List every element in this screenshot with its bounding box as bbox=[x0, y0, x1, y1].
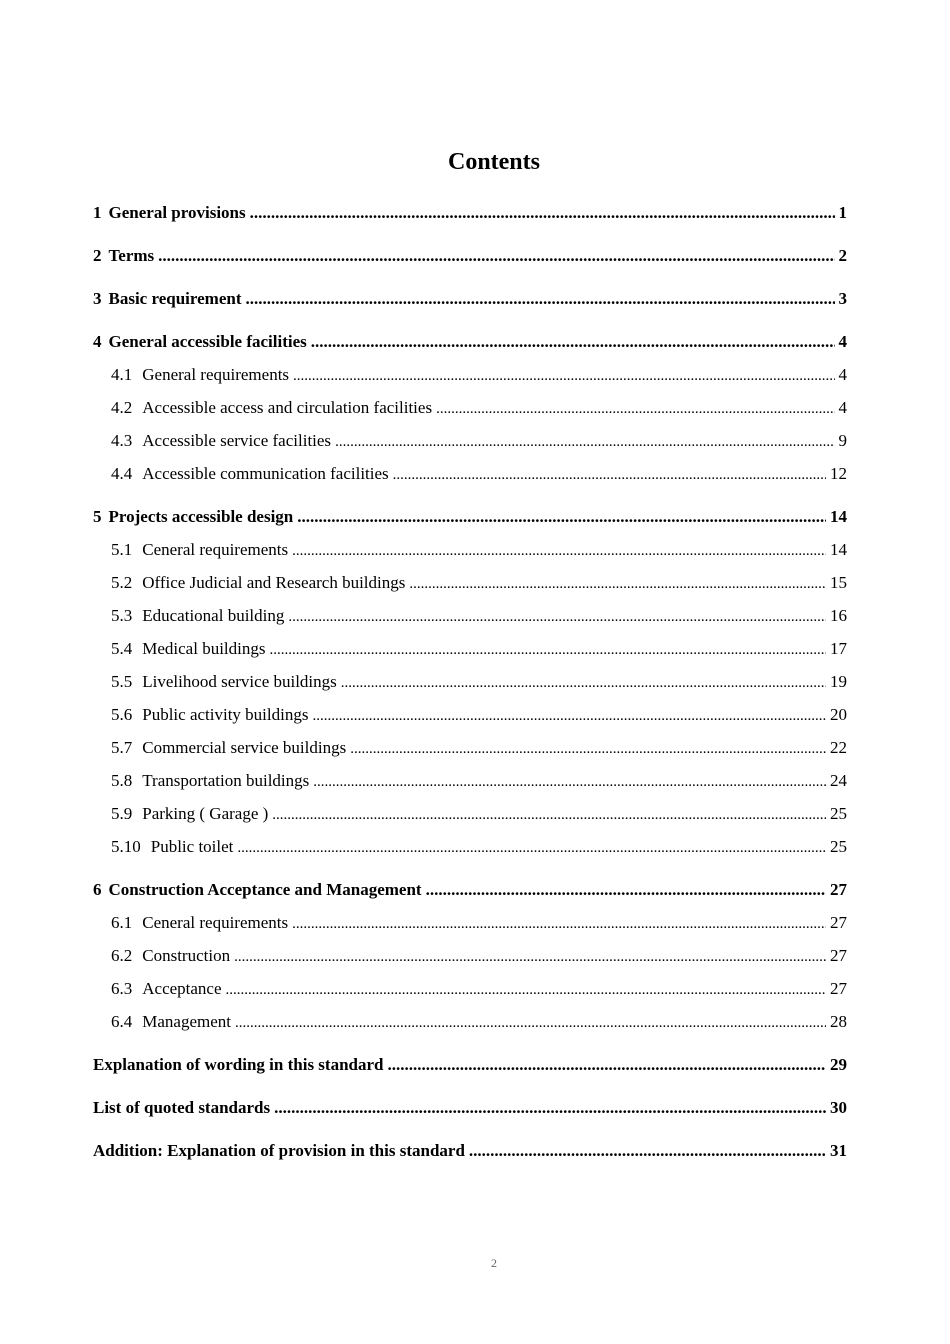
entry-page: 30 bbox=[830, 1098, 847, 1117]
entry-number: 5.5 bbox=[111, 672, 133, 691]
dot-leader bbox=[250, 196, 835, 229]
entry-number: 1 bbox=[93, 203, 102, 222]
dot-leader bbox=[313, 764, 826, 799]
entry-number: 5.8 bbox=[111, 771, 133, 790]
dot-leader bbox=[436, 391, 834, 426]
entry-label: General accessible facilities bbox=[108, 332, 307, 351]
entry-number: 5.2 bbox=[111, 573, 133, 592]
entry-page: 3 bbox=[838, 289, 847, 308]
entry-number: 3 bbox=[93, 289, 102, 308]
entry-page: 17 bbox=[830, 639, 847, 658]
dot-leader bbox=[274, 1091, 826, 1124]
entry-label: Ceneral requirements bbox=[142, 540, 289, 559]
entry-page: 27 bbox=[830, 979, 847, 998]
toc-subentry[interactable] bbox=[93, 391, 847, 424]
entry-number: 5.6 bbox=[111, 705, 133, 724]
entry-page: 4 bbox=[838, 365, 847, 384]
toc-entry[interactable] bbox=[93, 239, 847, 272]
entry-page: 19 bbox=[830, 672, 847, 691]
entry-page: 20 bbox=[830, 705, 847, 724]
toc-subentry[interactable] bbox=[93, 632, 847, 665]
entry-page: 2 bbox=[838, 246, 847, 265]
toc-entry[interactable] bbox=[93, 282, 847, 315]
dot-leader bbox=[311, 325, 835, 358]
page-number: 2 bbox=[491, 1256, 497, 1270]
entry-number: 5.9 bbox=[111, 804, 133, 823]
entry-label: Office Judicial and Research buildings bbox=[142, 573, 406, 592]
entry-number: 5.7 bbox=[111, 738, 133, 757]
entry-label: Explanation of wording in this standard bbox=[93, 1055, 384, 1074]
entry-label: General requirements bbox=[142, 365, 290, 384]
entry-label: Public activity buildings bbox=[142, 705, 309, 724]
entry-number: 6 bbox=[93, 880, 102, 899]
entry-label: Accessible communication facilities bbox=[142, 464, 389, 483]
toc-subentry[interactable] bbox=[93, 566, 847, 599]
entry-page: 1 bbox=[838, 203, 847, 222]
entry-number: 5 bbox=[93, 507, 102, 526]
entry-page: 28 bbox=[830, 1012, 847, 1031]
entry-label: Terms bbox=[108, 246, 155, 265]
entry-number: 4.2 bbox=[111, 398, 133, 417]
entry-label: Construction bbox=[142, 946, 231, 965]
entry-page: 27 bbox=[830, 913, 847, 932]
entry-page: 4 bbox=[838, 332, 847, 351]
entry-label: Parking ( Garage ) bbox=[142, 804, 269, 823]
dot-leader bbox=[269, 632, 826, 667]
dot-leader bbox=[341, 665, 826, 700]
entry-label: Livelihood service buildings bbox=[142, 672, 337, 691]
toc-subentry[interactable] bbox=[93, 731, 847, 764]
entry-label: Ceneral requirements bbox=[142, 913, 289, 932]
entry-label: List of quoted standards bbox=[93, 1098, 271, 1117]
toc-entry[interactable] bbox=[93, 1048, 847, 1081]
dot-leader bbox=[350, 731, 826, 766]
toc-subentry[interactable] bbox=[93, 906, 847, 939]
entry-label: Accessible service facilities bbox=[142, 431, 332, 450]
entry-number: 4.4 bbox=[111, 464, 133, 483]
dot-leader bbox=[234, 939, 826, 974]
dot-leader bbox=[226, 972, 826, 1007]
entry-number: 6.4 bbox=[111, 1012, 133, 1031]
entry-page: 25 bbox=[830, 804, 847, 823]
entry-label: Commercial service buildings bbox=[142, 738, 347, 757]
entry-page: 31 bbox=[830, 1141, 847, 1160]
toc-subentry[interactable] bbox=[93, 1005, 847, 1038]
entry-page: 25 bbox=[830, 837, 847, 856]
dot-leader bbox=[335, 424, 834, 459]
dot-leader bbox=[297, 500, 826, 533]
dot-leader bbox=[469, 1134, 826, 1167]
entry-label: Medical buildings bbox=[142, 639, 266, 658]
toc-entry[interactable] bbox=[93, 325, 847, 358]
entry-label: Basic requirement bbox=[108, 289, 242, 308]
dot-leader bbox=[292, 906, 826, 941]
toc-entry[interactable] bbox=[93, 873, 847, 906]
entry-label: Accessible access and circulation facilities bbox=[142, 398, 433, 417]
toc-subentry[interactable] bbox=[93, 457, 847, 490]
entry-number: 6.3 bbox=[111, 979, 133, 998]
dot-leader bbox=[293, 358, 834, 393]
entry-page: 29 bbox=[830, 1055, 847, 1074]
entry-page: 16 bbox=[830, 606, 847, 625]
entry-page: 27 bbox=[830, 880, 847, 899]
toc-subentry[interactable] bbox=[93, 533, 847, 566]
entry-page: 14 bbox=[830, 540, 847, 559]
entry-label: Construction Acceptance and Management bbox=[108, 880, 422, 899]
entry-label: Acceptance bbox=[142, 979, 222, 998]
entry-page: 27 bbox=[830, 946, 847, 965]
entry-page: 4 bbox=[838, 398, 847, 417]
dot-leader bbox=[388, 1048, 827, 1081]
dot-leader bbox=[312, 698, 826, 733]
toc-subentry[interactable] bbox=[93, 764, 847, 797]
page-title: Contents bbox=[447, 149, 540, 175]
dot-leader bbox=[246, 282, 835, 315]
entry-number: 4 bbox=[93, 332, 102, 351]
table-of-contents bbox=[93, 196, 847, 1167]
toc-entry[interactable] bbox=[93, 500, 847, 533]
entry-number: 6.2 bbox=[111, 946, 133, 965]
entry-page: 22 bbox=[830, 738, 847, 757]
entry-label: Public toilet bbox=[150, 837, 234, 856]
dot-leader bbox=[235, 1005, 826, 1040]
entry-number: 5.1 bbox=[111, 540, 133, 559]
dot-leader bbox=[288, 599, 826, 634]
entry-label: Addition: Explanation of provision in this standard bbox=[93, 1141, 465, 1160]
toc-subentry[interactable] bbox=[93, 972, 847, 1005]
entry-number: 5.3 bbox=[111, 606, 133, 625]
toc-subentry[interactable] bbox=[93, 358, 847, 391]
dot-leader bbox=[158, 239, 834, 272]
toc-subentry[interactable] bbox=[93, 698, 847, 731]
entry-page: 14 bbox=[830, 507, 847, 526]
toc-entry[interactable] bbox=[93, 196, 847, 229]
entry-number: 5.10 bbox=[111, 837, 141, 856]
toc-subentry[interactable] bbox=[93, 939, 847, 972]
entry-page: 9 bbox=[838, 431, 847, 450]
entry-label: General provisions bbox=[108, 203, 246, 222]
dot-leader bbox=[393, 457, 826, 492]
toc-entry[interactable] bbox=[93, 1091, 847, 1124]
dot-leader bbox=[409, 566, 826, 601]
entry-number: 4.3 bbox=[111, 431, 133, 450]
entry-number: 6.1 bbox=[111, 913, 133, 932]
entry-number: 2 bbox=[93, 246, 102, 265]
dot-leader bbox=[237, 830, 826, 865]
toc-entry[interactable] bbox=[93, 1134, 847, 1167]
dot-leader bbox=[426, 873, 826, 906]
toc-subentry[interactable] bbox=[93, 599, 847, 632]
entry-number: 5.4 bbox=[111, 639, 133, 658]
entry-label: Educational building bbox=[142, 606, 285, 625]
entry-number: 4.1 bbox=[111, 365, 133, 384]
entry-label: Projects accessible design bbox=[108, 507, 294, 526]
entry-label: Management bbox=[142, 1012, 231, 1031]
dot-leader bbox=[272, 797, 826, 832]
toc-subentry[interactable] bbox=[93, 830, 847, 863]
toc-subentry[interactable] bbox=[93, 797, 847, 830]
entry-page: 15 bbox=[830, 573, 847, 592]
toc-subentry[interactable] bbox=[93, 665, 847, 698]
entry-page: 24 bbox=[830, 771, 847, 790]
dot-leader bbox=[292, 533, 826, 568]
entry-page: 12 bbox=[830, 464, 847, 483]
entry-label: Transportation buildings bbox=[142, 771, 310, 790]
toc-subentry[interactable] bbox=[93, 424, 847, 457]
